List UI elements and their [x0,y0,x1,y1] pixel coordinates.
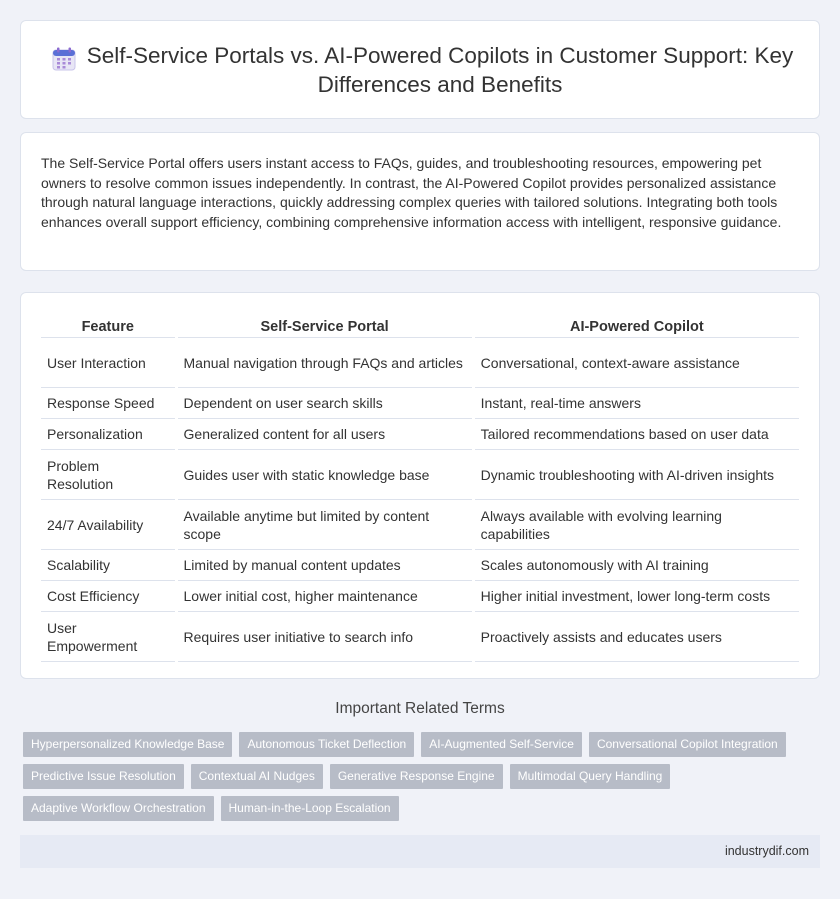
summary-text: The Self-Service Portal offers users instant access to FAQs, guides, and troubleshooting resources, empowering pet owners to resolve common issues independently. In contrast, the AI-Powered Copilot provides personalized assistance through natural language interactions, quickly addressing complex queries with tailored solutions. Integrating both tools enhances overall support efficiency, combining comprehensive information access with intelligent, responsive guidance. [41,155,782,230]
copilot-cell: Proactively assists and educates users [475,612,799,662]
page-title: Self-Service Portals vs. AI-Powered Copilots in Customer Support: Key Differences and Benefits [86,42,794,97]
related-term-tag[interactable]: Human-in-the-Loop Escalation [221,796,399,821]
related-term-tag[interactable]: Adaptive Workflow Orchestration [23,796,214,821]
related-term-tag[interactable]: Conversational Copilot Integration [589,732,786,757]
feature-cell: 24/7 Availability [41,500,175,550]
portal-cell: Limited by manual content updates [178,550,472,581]
table-row [41,581,799,612]
table-row [41,450,799,500]
portal-cell: Guides user with static knowledge base [178,450,472,500]
copilot-cell: Instant, real-time answers [475,388,799,419]
feature-cell: User Interaction [41,338,175,388]
related-term-tag[interactable]: AI-Augmented Self-Service [421,732,582,757]
related-term-tag[interactable]: Predictive Issue Resolution [23,764,184,789]
feature-cell: Problem Resolution [41,450,175,500]
table-row [41,550,799,581]
copilot-cell: Conversational, context-aware assistance [475,338,799,388]
portal-cell: Dependent on user search skills [178,388,472,419]
portal-cell: Generalized content for all users [178,419,472,450]
table-row [41,419,799,450]
related-terms-title: Important Related Terms [335,700,505,717]
portal-cell: Manual navigation through FAQs and articles [178,338,472,388]
table-row [41,500,799,550]
portal-cell: Requires user initiative to search info [178,612,472,662]
comparison-card [20,292,820,679]
portal-cell: Lower initial cost, higher maintenance [178,581,472,612]
copilot-cell: Scales autonomously with AI training [475,550,799,581]
related-term-tag[interactable]: Autonomous Ticket Deflection [239,732,414,757]
feature-cell: Cost Efficiency [41,581,175,612]
table-row [41,338,799,388]
column-header-copilot: AI-Powered Copilot [475,317,799,338]
related-term-tag[interactable]: Hyperpersonalized Knowledge Base [23,732,232,757]
header-card [20,20,820,119]
related-terms-tags [23,732,823,828]
portal-cell: Available anytime but limited by content scope [178,500,472,550]
comparison-table [41,317,799,662]
copilot-cell: Dynamic troubleshooting with AI-driven insights [475,450,799,500]
column-header-feature: Feature [41,317,175,338]
related-term-tag[interactable]: Generative Response Engine [330,764,503,789]
feature-cell: Response Speed [41,388,175,419]
summary-card [20,132,820,271]
feature-cell: Scalability [41,550,175,581]
copilot-cell: Always available with evolving learning capabilities [475,500,799,550]
copilot-cell: Tailored recommendations based on user data [475,419,799,450]
footer [20,835,820,868]
related-term-tag[interactable]: Multimodal Query Handling [510,764,671,789]
feature-cell: Personalization [41,419,175,450]
footer-site-link[interactable]: industrydif.com [724,844,809,858]
table-header-row [41,317,799,338]
copilot-cell: Higher initial investment, lower long-term costs [475,581,799,612]
column-header-portal: Self-Service Portal [178,317,472,338]
related-term-tag[interactable]: Contextual AI Nudges [191,764,323,789]
feature-cell: User Empowerment [41,612,175,662]
table-row [41,612,799,662]
table-row [41,388,799,419]
